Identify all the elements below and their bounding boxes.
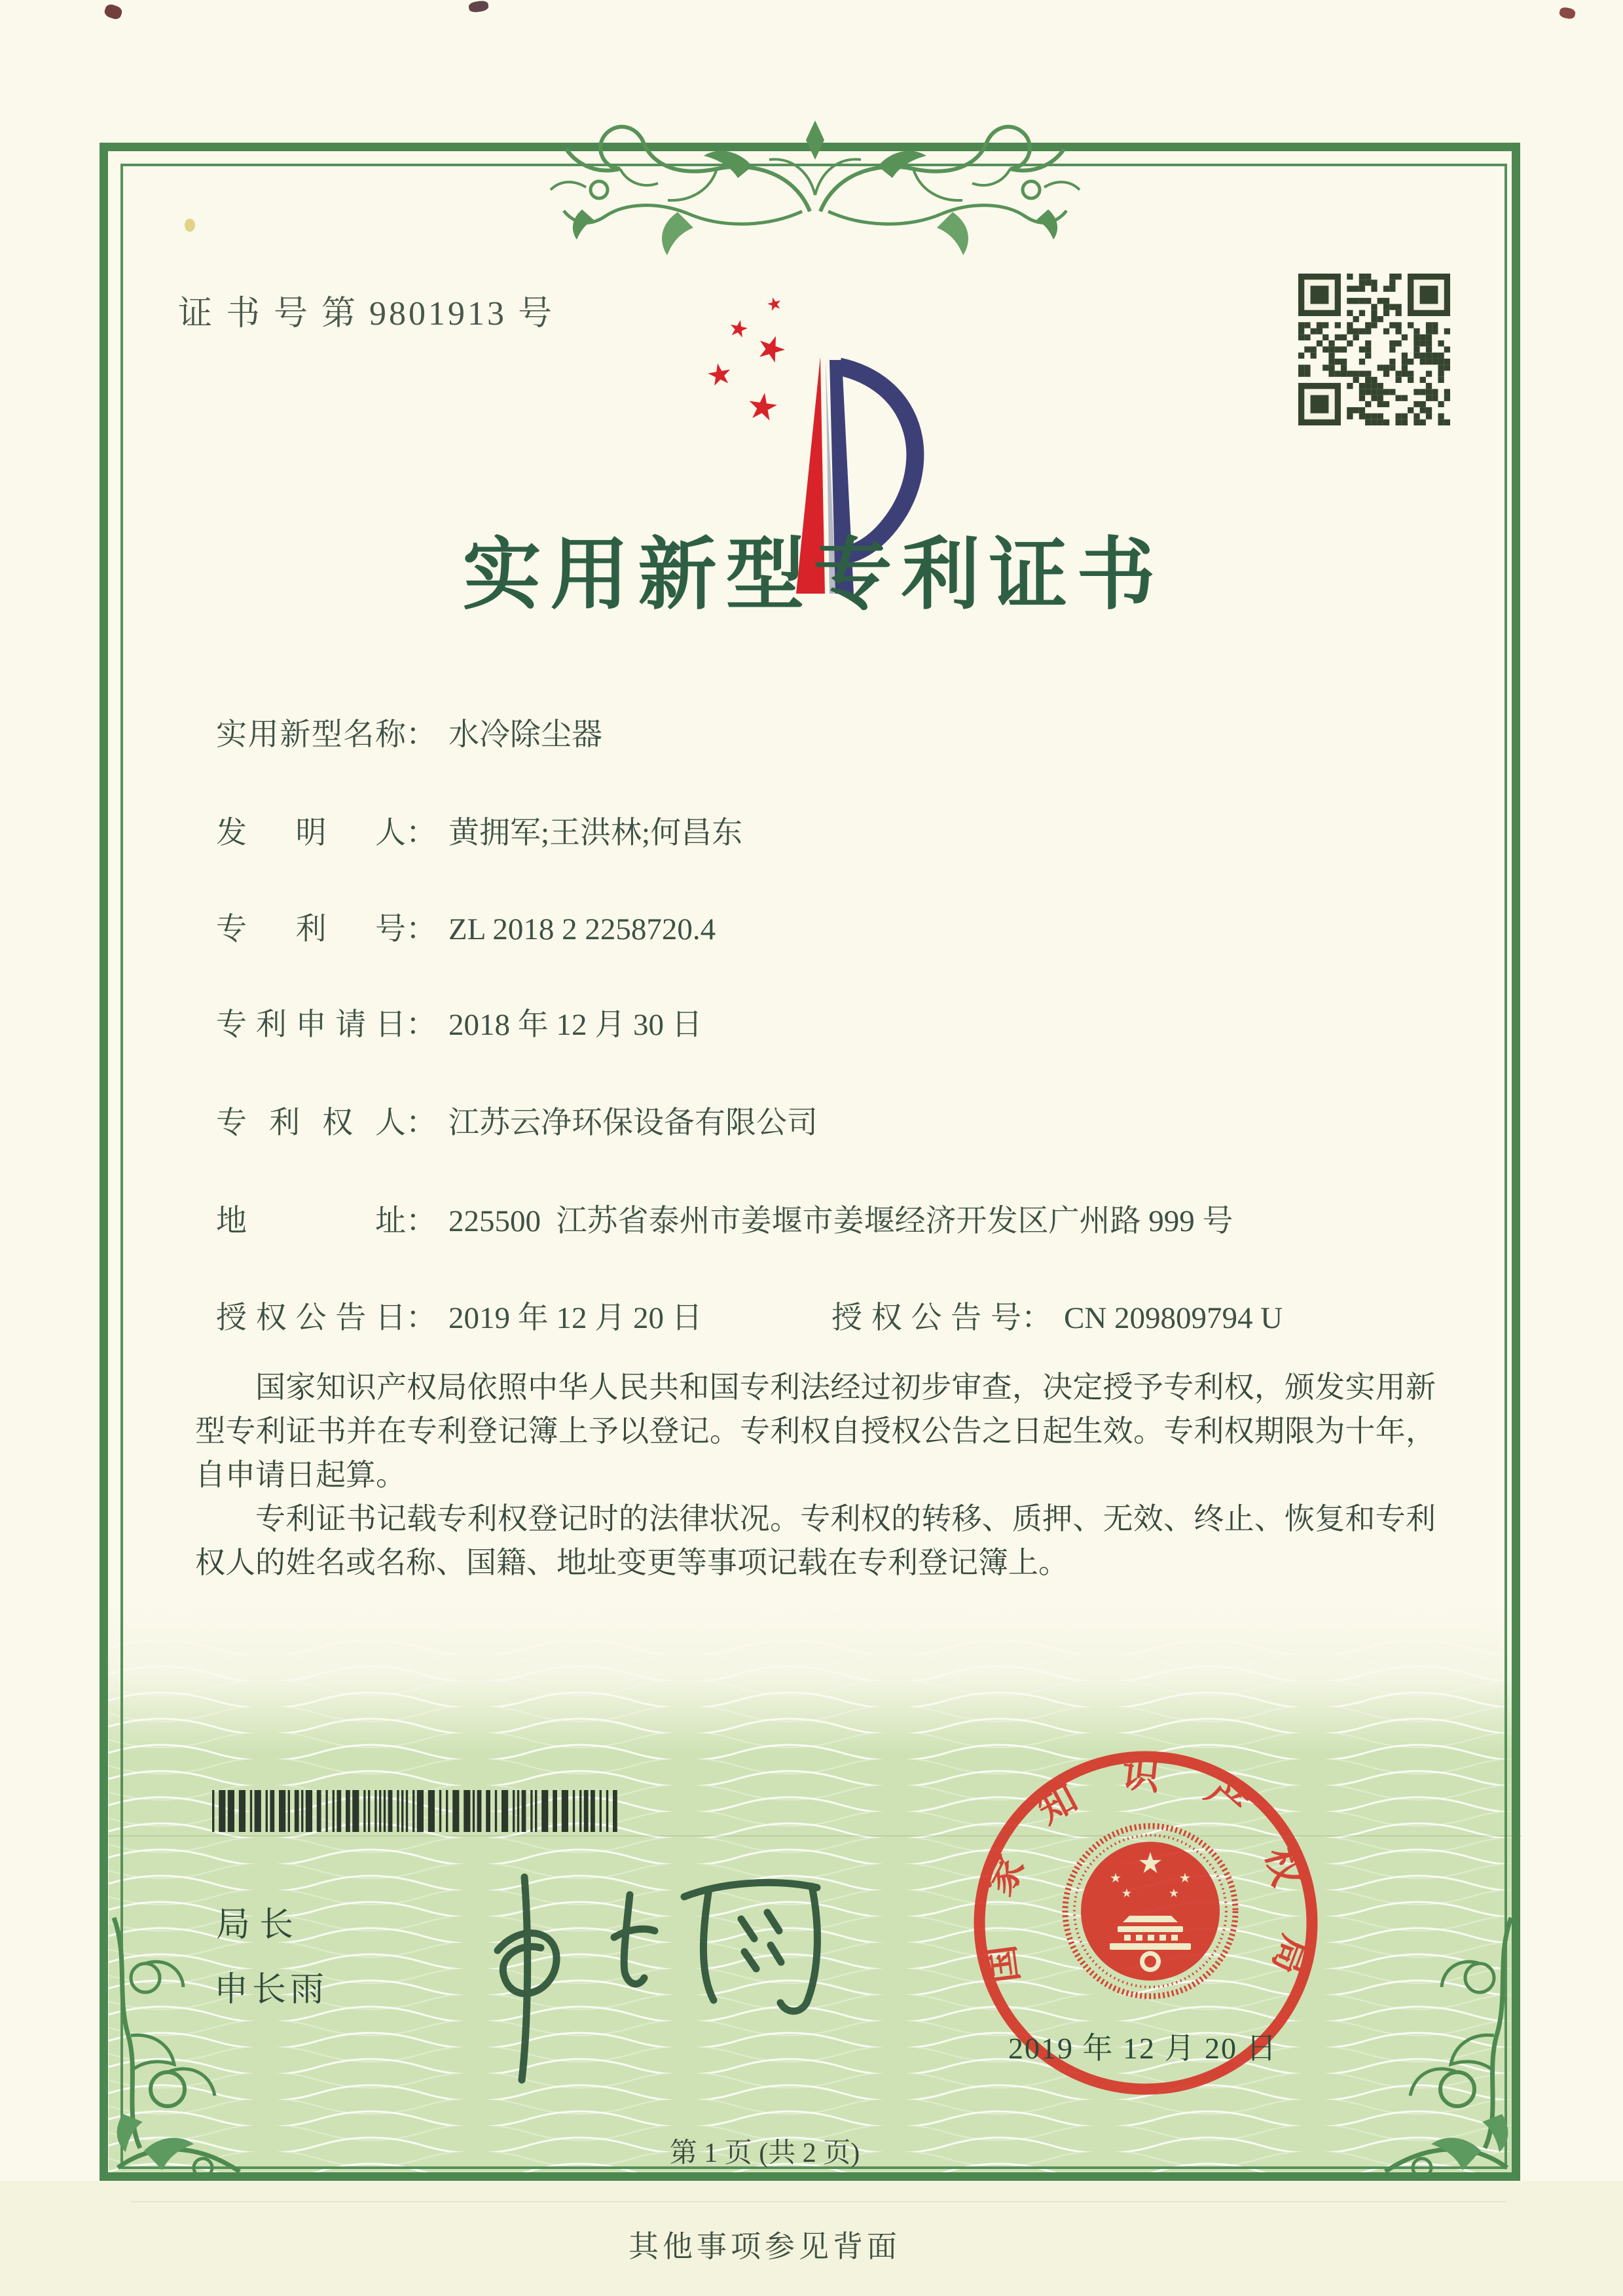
certificate-title: 实用新型专利证书 bbox=[462, 531, 1165, 619]
field-colon: ： bbox=[406, 1204, 437, 1238]
page-number: 第 1 页 (共 2 页) bbox=[669, 2138, 860, 2168]
svg-text:★: ★ bbox=[1110, 1870, 1122, 1886]
field-row-address bbox=[216, 1196, 1233, 1237]
back-note: 其他事项参见背面 bbox=[629, 2230, 901, 2263]
field-colon: ： bbox=[1021, 1301, 1052, 1335]
seal-arc-text: 国家知识产权局 bbox=[974, 1751, 1319, 2021]
scan-artifact-blob bbox=[185, 219, 195, 232]
svg-text:★: ★ bbox=[743, 384, 782, 431]
field-label: 授权公告日 bbox=[216, 1301, 406, 1335]
field-label: 实用新型名称 bbox=[216, 718, 406, 752]
seal-date: 2019 年 12 月 20 日 bbox=[1008, 2032, 1278, 2065]
scan-artifact bbox=[103, 3, 123, 21]
field-value: ZL 2018 2 2258720.4 bbox=[448, 912, 716, 946]
bottom-right-corner-ornament bbox=[1370, 1918, 1520, 2186]
field-value: 黄拥军;王洪林;何昌东 bbox=[448, 816, 743, 850]
field-label: 专利权人 bbox=[216, 1106, 406, 1140]
svg-text:★: ★ bbox=[725, 314, 752, 344]
svg-text:★: ★ bbox=[1137, 1846, 1163, 1880]
national-emblem bbox=[1065, 1826, 1235, 1996]
field-label: 授权公告号 bbox=[831, 1301, 1021, 1335]
scan-artifact bbox=[468, 0, 489, 13]
commissioner-name: 申长雨 bbox=[214, 1971, 329, 2009]
top-scroll-ornament bbox=[560, 92, 1070, 245]
legal-paragraph-1: 国家知识产权局依照中华人民共和国专利法经过初步审查，决定授予专利权，颁发实用新型专利证书并在专利登记簿上予以登记。专利权自授权公告之日起生效。专利权期限为十年，自申请日起算。 bbox=[195, 1371, 1436, 1492]
fold-crease-2 bbox=[131, 2201, 1506, 2202]
field-value: 2019 年 12 月 20 日 bbox=[448, 1301, 702, 1335]
field-label: 地址 bbox=[216, 1204, 406, 1238]
field-colon: ： bbox=[406, 1106, 437, 1140]
field-colon: ： bbox=[406, 718, 437, 752]
field-row-patentee bbox=[216, 1098, 818, 1139]
svg-text:★: ★ bbox=[1179, 1870, 1191, 1886]
field-label: 发明人 bbox=[216, 816, 406, 850]
commissioner-title: 局长 bbox=[216, 1907, 303, 1944]
field-colon: ： bbox=[406, 1301, 437, 1335]
logo-stars bbox=[704, 293, 793, 431]
svg-text:★: ★ bbox=[750, 325, 793, 373]
field-value: 江苏云净环保设备有限公司 bbox=[448, 1106, 818, 1140]
qr-code bbox=[1298, 274, 1450, 425]
field-value: 水冷除尘器 bbox=[448, 718, 602, 752]
field-label: 专利申请日 bbox=[216, 1008, 406, 1042]
fold-crease bbox=[105, 1835, 1522, 1837]
field-row-filing-date bbox=[216, 1000, 702, 1041]
field-row-inventors bbox=[216, 808, 742, 849]
svg-text:★: ★ bbox=[703, 355, 736, 394]
svg-text:★: ★ bbox=[764, 293, 785, 316]
field-value: 225500 江苏省泰州市姜堰市姜堰经济开发区广州路 999 号 bbox=[448, 1204, 1233, 1238]
legal-paragraph-2: 专利证书记载专利权登记时的法律状况。专利权的转移、质押、无效、终止、恢复和专利权人的姓名或名称、国籍、地址变更等事项记载在专利登记簿上。 bbox=[195, 1502, 1436, 1579]
field-value: 2018 年 12 月 30 日 bbox=[448, 1008, 702, 1042]
grant-number-pair bbox=[831, 1293, 1283, 1337]
field-row-grant bbox=[216, 1293, 1283, 1335]
svg-text:★: ★ bbox=[1121, 1886, 1133, 1901]
bottom-left-corner-ornament bbox=[105, 1918, 255, 2186]
commissioner-signature bbox=[458, 1846, 864, 2108]
scan-artifact bbox=[1559, 7, 1577, 20]
field-value: CN 209809794 U bbox=[1064, 1301, 1283, 1335]
field-row-patent-no bbox=[216, 905, 716, 945]
field-colon: ： bbox=[406, 912, 437, 946]
field-colon: ： bbox=[406, 1008, 437, 1042]
field-colon: ： bbox=[406, 816, 437, 850]
certificate-number: 证 书 号 第 9801913 号 bbox=[178, 295, 555, 332]
field-label: 专利号 bbox=[216, 912, 406, 946]
barcode bbox=[212, 1790, 626, 1832]
svg-text:★: ★ bbox=[1168, 1886, 1180, 1901]
legal-text-block bbox=[195, 1365, 1436, 1585]
ornament-center-bud bbox=[806, 120, 824, 160]
field-row-name bbox=[216, 710, 602, 751]
